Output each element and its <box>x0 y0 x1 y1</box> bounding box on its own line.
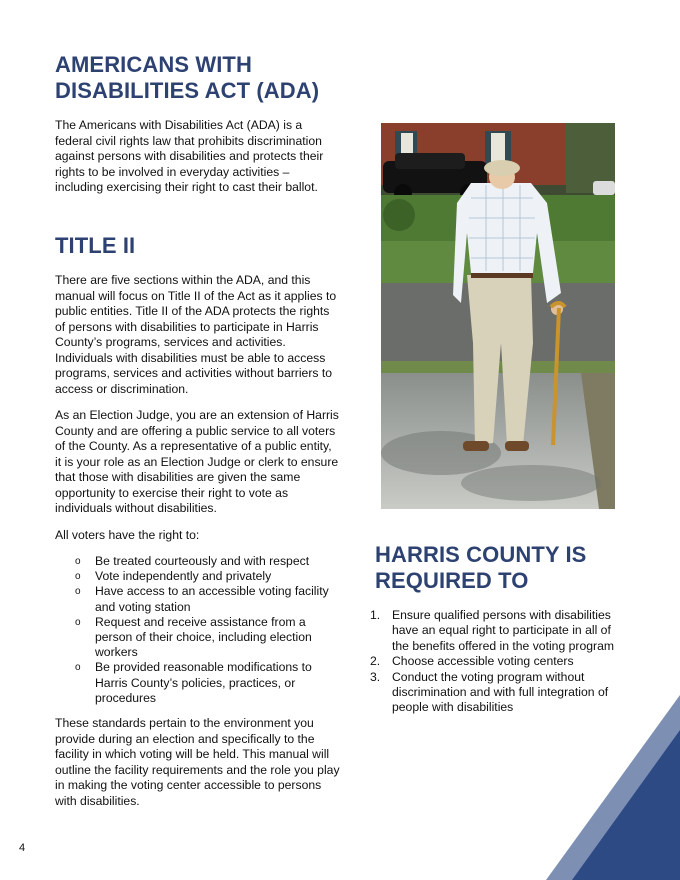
ada-intro-paragraph: The Americans with Disabilities Act (ADA) is a federal civil rights law that prohibits discrimination against persons with disabilities and protects their rights to be involved in everyday activities – including exercising their right to cast their ballot. <box>55 118 324 194</box>
harris-county-heading-line2: REQUIRED TO <box>375 568 529 593</box>
bullet-marker: o <box>75 662 81 674</box>
list-item: o Be treated courteously and with respect <box>75 554 310 568</box>
rights-intro: All voters have the right to: <box>55 528 200 542</box>
bullet-marker: o <box>75 586 81 598</box>
ada-title-line1: AMERICANS WITH <box>55 52 252 77</box>
bullet-marker: o <box>75 616 81 628</box>
election-judge-paragraph: As an Election Judge, you are an extension of Harris County and are offering a public service to all voters of the County. As a representative of a public entity, it is your role as an Election Judge or clerk to ensure that those with disabilities are given the same opportunity to exercise their right to vote as individuals without disabilities. <box>55 408 339 515</box>
list-item: 3. Conduct the voting program without discrimination and with full integration of people with disabilities <box>370 669 609 715</box>
list-number: 3. <box>370 669 381 684</box>
list-item: o Vote independently and privately <box>75 569 272 584</box>
list-item: o Have access to an accessible voting facility and voting station <box>75 584 329 614</box>
list-item: 2. Choose accessible voting centers <box>370 654 574 669</box>
page-number: 4 <box>19 842 26 854</box>
title-ii-paragraph: There are five sections within the ADA, and this manual will focus on Title II of the Act as it applies to public entities. Title II of the ADA protects the rights of persons with disabilities to participate in Harris County’s programs, services and activities. Individuals with disabilities must be able to access programs, services and activities without barriers to access or discrimination. <box>55 273 337 396</box>
list-item: 1. Ensure qualified persons with disabilities have an equal right to participate in all of the benefits offered in the voting program <box>370 608 614 653</box>
bullet-marker: o <box>75 556 81 567</box>
list-number: 1. <box>370 608 381 622</box>
list-number: 2. <box>370 654 381 669</box>
list-item: o Be provided reasonable modifications to Harris County’s policies, practices, or procedures <box>75 660 312 705</box>
title-ii-heading: TITLE II <box>55 233 136 258</box>
ada-title-line2: DISABILITIES ACT (ADA) <box>55 78 320 103</box>
closing-paragraph: These standards pertain to the environment you provide during an election and specifically to the facility in which voting will be held. This manual will outline the facility requirements and the role you play in making the voting center accessible to persons with disabilities. <box>55 716 340 808</box>
bullet-marker: o <box>75 571 81 583</box>
list-item: o Request and receive assistance from a person of their choice, including election workers <box>75 614 312 660</box>
harris-county-heading-line1: HARRIS COUNTY IS <box>375 542 587 567</box>
